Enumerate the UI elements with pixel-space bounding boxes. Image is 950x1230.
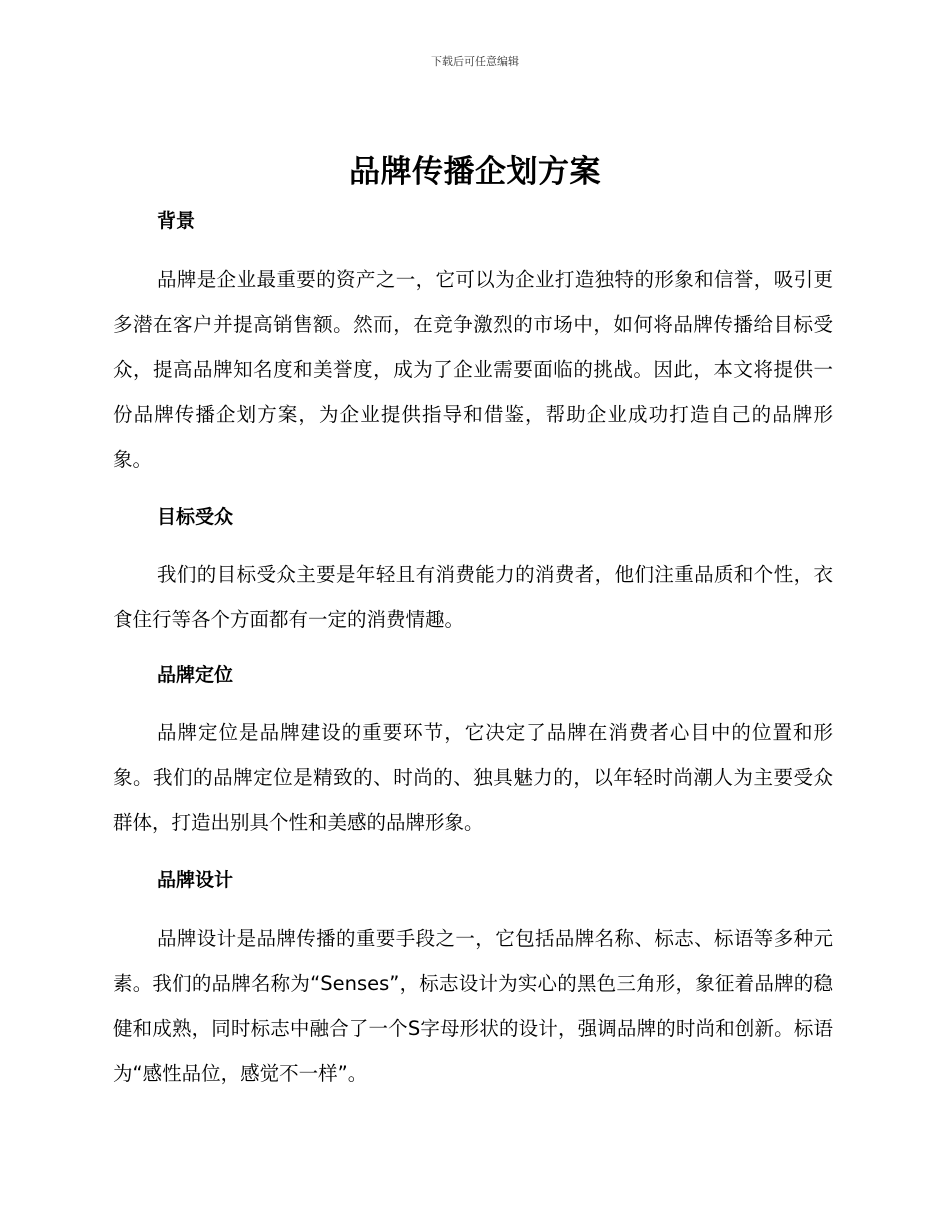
page-header-note: 下载后可任意编辑 xyxy=(431,55,519,68)
section-heading-brand-design: 品牌设计 xyxy=(157,869,234,891)
section-heading-target-audience: 目标受众 xyxy=(157,506,234,528)
document-title: 品牌传播企划方案 xyxy=(349,154,601,190)
section-heading-brand-positioning: 品牌定位 xyxy=(157,664,234,686)
section-body-target-audience: 我们的目标受众主要是年轻且有消费能力的消费者，他们注重品质和个性，衣食住行等各个方面都有一定的消费情趣。 xyxy=(113,563,833,631)
section-body-brand-positioning: 品牌定位是品牌建设的重要环节，它决定了品牌在消费者心目中的位置和形象。我们的品牌定位是精致的、时尚的、独具魅力的，以年轻时尚潮人为主要受众群体，打造出别具个性和美感的品牌形象。 xyxy=(113,721,833,834)
section-heading-background: 背景 xyxy=(157,210,196,232)
section-body-background: 品牌是企业最重要的资产之一，它可以为企业打造独特的形象和信誉，吸引更多潜在客户并提高销售额。然而，在竞争激烈的市场中，如何将品牌传播给目标受众，提高品牌知名度和美誉度，成为了企业需要面临的挑战。因此，本文将提供一份品牌传播企划方案，为企业提供指导和借鉴，帮助企业成功打造自己的品牌形象。 xyxy=(113,268,833,471)
section-body-brand-design: 品牌设计是品牌传播的重要手段之一，它包括品牌名称、标志、标语等多种元素。我们的品牌名称为“Senses”，标志设计为实心的黑色三角形，象征着品牌的稳健和成熟，同时标志中融合了一个S字母形状的设计，强调品牌的时尚和创新。标语为“感性品位，感觉不一样”。 xyxy=(113,927,833,1085)
